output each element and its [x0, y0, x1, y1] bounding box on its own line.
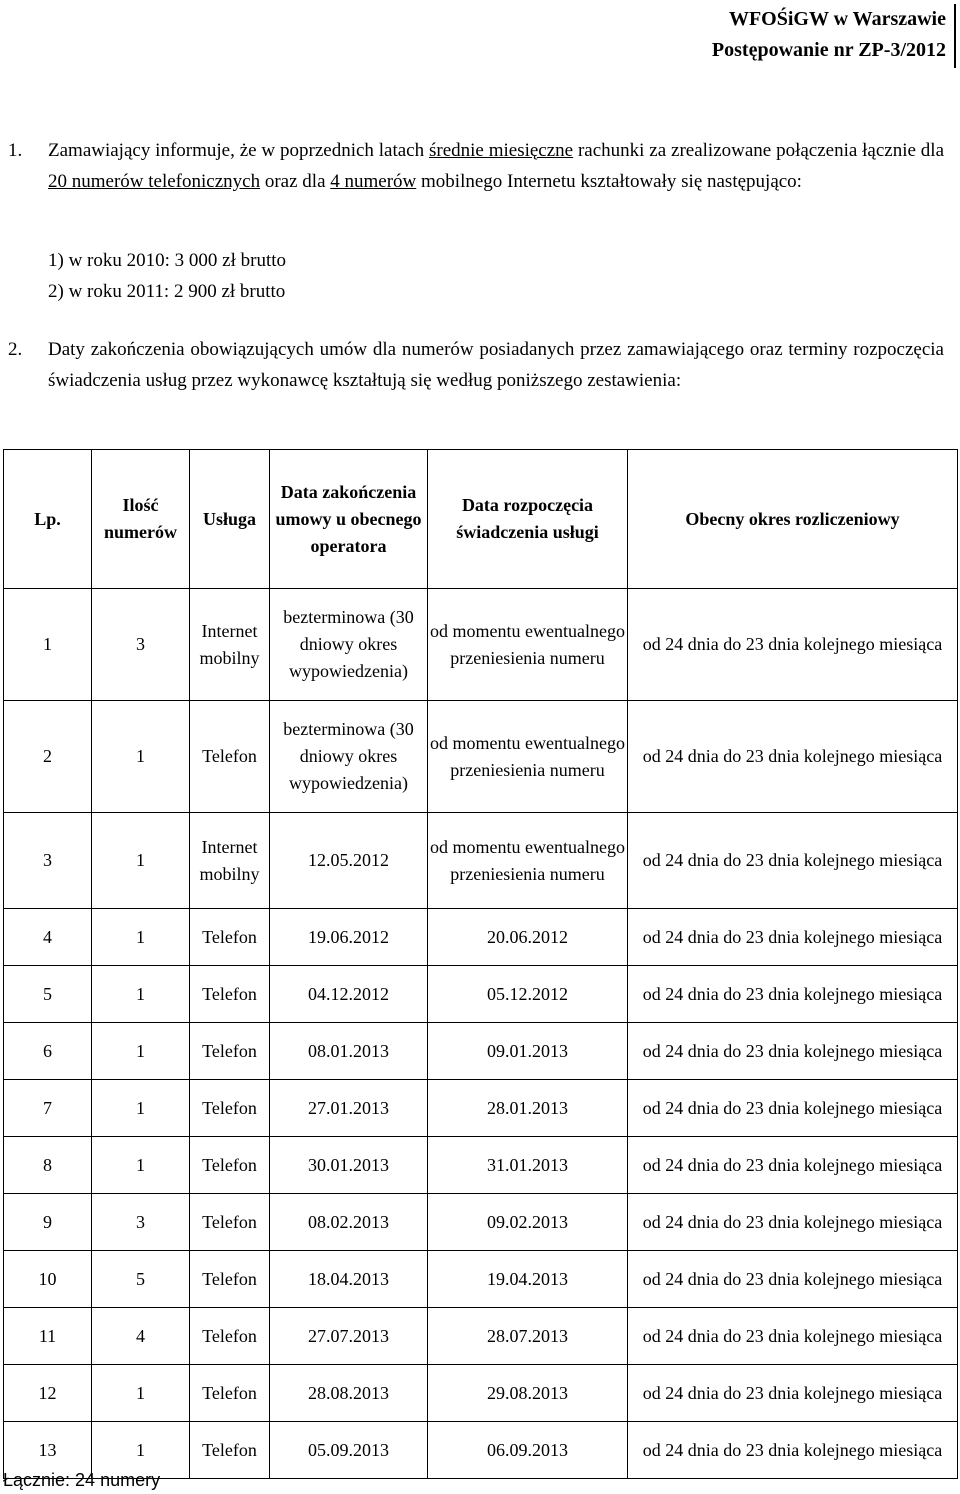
cell-billing-period: od 24 dnia do 23 dnia kolejnego miesiąca: [628, 1422, 958, 1479]
cell-count: 1: [92, 1023, 190, 1080]
table-row: [4, 1080, 958, 1137]
cell-service: Internet mobilny: [190, 813, 270, 909]
header-count: Ilość numerów: [92, 450, 190, 589]
cell-count: 1: [92, 1422, 190, 1479]
cell-count: 1: [92, 813, 190, 909]
cell-end-date: 27.01.2013: [270, 1080, 428, 1137]
cell-lp: 4: [4, 909, 92, 966]
cell-end-date: bezterminowa (30 dniowy okres wypowiedzenia): [270, 701, 428, 813]
cell-lp: 12: [4, 1365, 92, 1422]
table-header-row: [4, 450, 958, 589]
p1-underline-phone-count: 20 numerów telefonicznych: [48, 171, 261, 192]
cell-end-date: 30.01.2013: [270, 1137, 428, 1194]
header-divider: [954, 4, 956, 68]
p1-text-c: rachunki za zrealizowane połączenia łącznie dla: [573, 140, 944, 161]
cell-billing-period: od 24 dnia do 23 dnia kolejnego miesiąca: [628, 1137, 958, 1194]
paragraph-2-number: 2.: [8, 339, 23, 360]
cell-lp: 6: [4, 1023, 92, 1080]
cell-lp: 3: [4, 813, 92, 909]
paragraph-2: [8, 334, 944, 396]
sub-item-2010: 1) w roku 2010: 3 000 zł brutto: [48, 250, 287, 271]
cell-end-date: 04.12.2012: [270, 966, 428, 1023]
cell-service: Telefon: [190, 1023, 270, 1080]
cell-start-date: 09.01.2013: [428, 1023, 628, 1080]
cell-billing-period: od 24 dnia do 23 dnia kolejnego miesiąca: [628, 1365, 958, 1422]
cell-count: 1: [92, 1080, 190, 1137]
cell-end-date: 28.08.2013: [270, 1365, 428, 1422]
cell-count: 1: [92, 1365, 190, 1422]
cell-lp: 5: [4, 966, 92, 1023]
cell-end-date: 18.04.2013: [270, 1251, 428, 1308]
cell-lp: 2: [4, 701, 92, 813]
document-header: [526, 4, 946, 66]
table-row: [4, 701, 958, 813]
cell-start-date: od momentu ewentualnego przeniesienia numeru: [428, 813, 628, 909]
p1-underline-mobile-count: 4 numerów: [330, 171, 417, 192]
cell-end-date: 19.06.2012: [270, 909, 428, 966]
cell-lp: 7: [4, 1080, 92, 1137]
cell-lp: 1: [4, 589, 92, 701]
cell-service: Telefon: [190, 1194, 270, 1251]
table-row: [4, 966, 958, 1023]
cell-start-date: 06.09.2013: [428, 1422, 628, 1479]
p1-underline-average: średnie miesięczne: [428, 140, 574, 161]
cell-billing-period: od 24 dnia do 23 dnia kolejnego miesiąca: [628, 909, 958, 966]
table-row: [4, 1365, 958, 1422]
cell-start-date: 31.01.2013: [428, 1137, 628, 1194]
cell-service: Telefon: [190, 1308, 270, 1365]
cell-start-date: 29.08.2013: [428, 1365, 628, 1422]
cell-billing-period: od 24 dnia do 23 dnia kolejnego miesiąca: [628, 1308, 958, 1365]
header-billing-period: Obecny okres rozliczeniowy: [628, 450, 958, 589]
table-row: [4, 1023, 958, 1080]
cell-service: Telefon: [190, 966, 270, 1023]
table-row: [4, 1308, 958, 1365]
cell-count: 5: [92, 1251, 190, 1308]
cell-service: Telefon: [190, 1251, 270, 1308]
cell-service: Telefon: [190, 909, 270, 966]
paragraph-1-number: 1.: [8, 140, 23, 161]
table-row: [4, 1194, 958, 1251]
cell-billing-period: od 24 dnia do 23 dnia kolejnego miesiąca: [628, 813, 958, 909]
cell-billing-period: od 24 dnia do 23 dnia kolejnego miesiąca: [628, 1251, 958, 1308]
cell-service: Internet mobilny: [190, 589, 270, 701]
cell-count: 3: [92, 1194, 190, 1251]
header-service: Usługa: [190, 450, 270, 589]
cell-start-date: 28.01.2013: [428, 1080, 628, 1137]
cell-end-date: 05.09.2013: [270, 1422, 428, 1479]
cell-end-date: 12.05.2012: [270, 813, 428, 909]
cell-end-date: 27.07.2013: [270, 1308, 428, 1365]
cell-lp: 13: [4, 1422, 92, 1479]
cell-lp: 11: [4, 1308, 92, 1365]
total-numbers: Łącznie: 24 numery: [3, 1470, 161, 1490]
cell-service: Telefon: [190, 1137, 270, 1194]
cell-count: 3: [92, 589, 190, 701]
cell-lp: 8: [4, 1137, 92, 1194]
table-row: [4, 1137, 958, 1194]
cell-end-date: bezterminowa (30 dniowy okres wypowiedzenia): [270, 589, 428, 701]
cell-count: 1: [92, 966, 190, 1023]
cell-end-date: 08.01.2013: [270, 1023, 428, 1080]
p1-text-e: oraz dla: [260, 171, 331, 192]
header-end-date: Data zakończenia umowy u obecnego operatora: [270, 450, 428, 589]
header-case-number: Postępowanie nr ZP-3/2012: [711, 39, 946, 61]
p1-text-a: Zamawiający informuje, że w poprzednich latach: [48, 140, 429, 161]
cell-billing-period: od 24 dnia do 23 dnia kolejnego miesiąca: [628, 966, 958, 1023]
cell-service: Telefon: [190, 1080, 270, 1137]
cell-start-date: 19.04.2013: [428, 1251, 628, 1308]
cell-start-date: od momentu ewentualnego przeniesienia numeru: [428, 589, 628, 701]
header-org: WFOŚiGW w Warszawie: [728, 8, 946, 30]
table-row: [4, 909, 958, 966]
table-row: [4, 1251, 958, 1308]
cell-start-date: 20.06.2012: [428, 909, 628, 966]
cell-billing-period: od 24 dnia do 23 dnia kolejnego miesiąca: [628, 1023, 958, 1080]
table-row: [4, 589, 958, 701]
cell-start-date: 05.12.2012: [428, 966, 628, 1023]
cell-end-date: 08.02.2013: [270, 1194, 428, 1251]
sub-item-2011: 2) w roku 2011: 2 900 zł brutto: [48, 281, 286, 302]
cell-billing-period: od 24 dnia do 23 dnia kolejnego miesiąca: [628, 1080, 958, 1137]
numbers-table: [3, 449, 958, 1479]
cell-count: 4: [92, 1308, 190, 1365]
cell-start-date: od momentu ewentualnego przeniesienia numeru: [428, 701, 628, 813]
header-lp: Lp.: [4, 450, 92, 589]
cell-service: Telefon: [190, 701, 270, 813]
cell-count: 1: [92, 1137, 190, 1194]
cell-lp: 9: [4, 1194, 92, 1251]
cell-start-date: 28.07.2013: [428, 1308, 628, 1365]
cell-start-date: 09.02.2013: [428, 1194, 628, 1251]
cell-billing-period: od 24 dnia do 23 dnia kolejnego miesiąca: [628, 589, 958, 701]
cell-service: Telefon: [190, 1422, 270, 1479]
paragraph-2-text: Daty zakończenia obowiązujących umów dla numerów posiadanych przez zamawiającego oraz terminy rozpoczęcia świadczenia usług przez wykonawcę kształtują się według poniższego zestawienia:: [48, 339, 944, 391]
cell-count: 1: [92, 701, 190, 813]
cell-lp: 10: [4, 1251, 92, 1308]
paragraph-1: [8, 135, 944, 197]
cell-service: Telefon: [190, 1365, 270, 1422]
p1-text-g: mobilnego Internetu kształtowały się następująco:: [416, 171, 802, 192]
cell-count: 1: [92, 909, 190, 966]
cell-billing-period: od 24 dnia do 23 dnia kolejnego miesiąca: [628, 1194, 958, 1251]
header-start-date: Data rozpoczęcia świadczenia usługi: [428, 450, 628, 589]
cell-billing-period: od 24 dnia do 23 dnia kolejnego miesiąca: [628, 701, 958, 813]
table-row: [4, 813, 958, 909]
